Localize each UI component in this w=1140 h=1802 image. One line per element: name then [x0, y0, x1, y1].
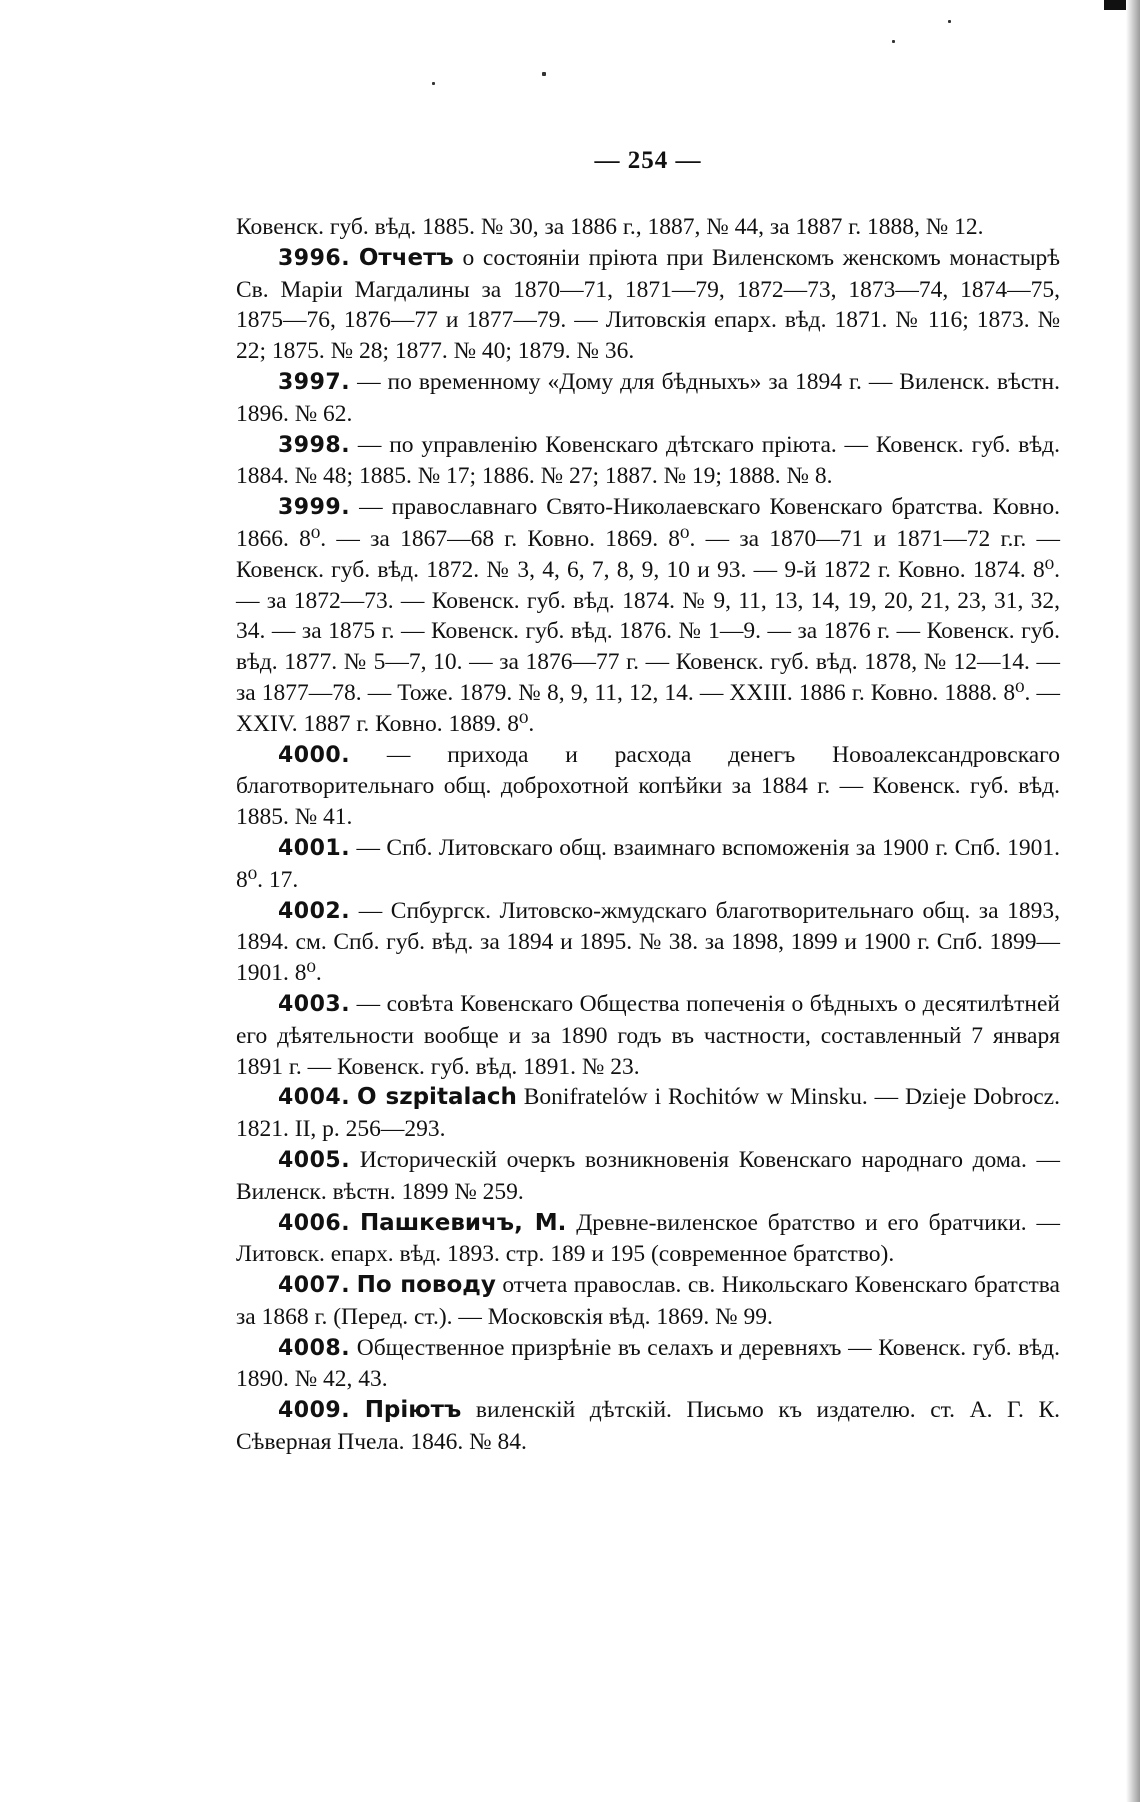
bibliography-entry-3999 [236, 492, 1060, 739]
entry-text: — Спб. Литовскаго общ. взаимнаго вспоможенія за 1900 г. Спб. 1901. 8⁰. 17. [236, 834, 1060, 893]
entry-text: — совѣта Ковенскаго Общества попеченія о бѣдныхъ о десятилѣтней его дѣятельности вообще и за 1890 годъ въ частности, составленный 7 января 1891 г. — Ковенск. губ. вѣд. 1891. № 23. [236, 990, 1060, 1080]
bibliography-entry-3998 [236, 430, 1060, 493]
entry-text: о состояніи пріюта при Виленскомъ женскомъ монастырѣ Св. Маріи Магдалины за 1870—71, 1871—79, 1872—73, 1873—74, 1874—75, 1875—76, 1876—77 и 1877—79. — Литовскія епарх. вѣд. 1871. № 116; 1873. № 22; 1875. № 28; 1877. № 40; 1879. № 36. [236, 244, 1060, 365]
entry-text: Ковенск. губ. вѣд. 1885. № 30, за 1886 г., 1887, № 44, за 1887 г. 1888, № 12. [236, 214, 984, 240]
entry-title: Отчетъ [358, 244, 454, 271]
scan-speck [432, 82, 435, 85]
bibliography-entry-4001 [236, 833, 1060, 896]
page-number: — 254 — [594, 147, 702, 174]
entry-number: 4003. [278, 991, 351, 1017]
entry-number: 3996. [278, 245, 351, 271]
entry-title: Пріютъ [364, 1397, 462, 1424]
document-page [236, 146, 1060, 1458]
bibliography-entry-4003 [236, 989, 1060, 1082]
entry-text: виленскій дѣтскій. Письмо къ издателю. ст. А. Г. К. Сѣверная Пчела. 1846. № 84. [236, 1397, 1060, 1456]
entry-title: O szpitalach [356, 1084, 517, 1111]
entry-number: 4008. [278, 1335, 351, 1361]
scan-speck [542, 72, 546, 76]
continued-entry [236, 212, 1060, 243]
bibliography-entry-4007 [236, 1270, 1060, 1333]
scan-corner-mark [1104, 0, 1126, 10]
entry-number: 4001. [278, 835, 351, 861]
bibliography-entry-4006 [236, 1208, 1060, 1271]
scan-speck [948, 20, 951, 23]
entry-title: По поводу [356, 1272, 496, 1299]
entry-number: 3999. [278, 495, 351, 521]
entry-text: — Спбургск. Литовско-жмудскаго благотворительнаго общ. за 1893, 1894. см. Спб. губ. вѣд. за 1894 и 1895. № 38. за 1898, 1899 и 1900 г. Спб. 1899—1901. 8⁰. [236, 897, 1060, 987]
entry-number: 4007. [278, 1273, 351, 1299]
entry-number: 4002. [278, 898, 351, 924]
entry-number: 3998. [278, 432, 351, 458]
entry-number: 3997. [278, 369, 351, 395]
entry-text: — по временному «Дому для бѣдныхъ» за 1894 г. — Виленск. вѣстн. 1896. № 62. [236, 368, 1060, 427]
entry-text: Bonifratelów i Rochitów w Minsku. — Dzieje Dobrocz. 1821. II, p. 256—293. [236, 1084, 1060, 1143]
page-edge-shadow [1126, 0, 1140, 1802]
bibliography-entry-3997 [236, 367, 1060, 430]
entry-text: отчета православ. св. Никольскаго Ковенскаго братства за 1868 г. (Перед. ст.). — Московскія вѣд. 1869. № 99. [236, 1272, 1060, 1330]
bibliography-entry-4004 [236, 1082, 1060, 1145]
entry-number: 4006. [278, 1210, 351, 1236]
entry-number: 4009. [278, 1398, 351, 1424]
entry-title: Пашкевичъ, М. [359, 1209, 567, 1236]
bibliography-entry-4005 [236, 1145, 1060, 1208]
entry-text: — православнаго Свято-Николаевскаго Ковенскаго братства. Ковно. 1866. 8⁰. — за 1867—68 г. Ковно. 1869. 8⁰. — за 1870—71 и 1871—72 г.г. — Ковенск. губ. вѣд. 1872. № 3, 4, 6, 7, 8, 9, 10 и 93. — 9-й 1872 г. Ковно. 1874. 8⁰. — за 1872—73. — Ковенск. губ. вѣд. 1874. № 9, 11, 13, 14, 19, 20, 21, 23, 31, 32, 34. — за 1875 г. — Ковенск. губ. вѣд. 1876. № 1—9. — за 1876 г. — Ковенск. губ. вѣд. 1877. № 5—7, 10. — за 1876—77 г. — Ковенск. губ. вѣд. 1878, № 12—14. — за 1877—78. — Тоже. 1879. № 8, 9, 11, 12, 14. — XXIII. 1886 г. Ковно. 1888. 8⁰. — XXIV. 1887 г. Ковно. 1889. 8⁰. [236, 494, 1060, 737]
entry-number: 4004. [278, 1085, 351, 1111]
entry-text: — прихода и расхода денегъ Новоалександровскаго благотворительнаго общ. доброхотной копѣйки за 1884 г. — Ковенск. губ. вѣд. 1885. № 41. [236, 741, 1060, 831]
bibliography-entry-4008 [236, 1333, 1060, 1396]
bibliography-entry-4000 [236, 740, 1060, 833]
entry-number: 4000. [278, 742, 351, 768]
bibliography-entry-4002 [236, 896, 1060, 989]
entry-text: Древне-виленское братство и его братчики. — Литовск. епарх. вѣд. 1893. стр. 189 и 195 (современное братство). [236, 1209, 1060, 1268]
entry-text: Общественное призрѣніе въ селахъ и деревняхъ — Ковенск. губ. вѣд. 1890. № 42, 43. [236, 1334, 1060, 1393]
scan-speck [892, 40, 895, 43]
entry-number: 4005. [278, 1147, 351, 1173]
bibliography-entry-3996 [236, 243, 1060, 367]
entry-text: — по управленію Ковенскаго дѣтскаго пріюта. — Ковенск. губ. вѣд. 1884. № 48; 1885. № 17; 1886. № 27; 1887. № 19; 1888. № 8. [236, 431, 1060, 490]
bibliography-entry-4009 [236, 1395, 1060, 1458]
entry-text: Историческій очеркъ возникновенія Ковенскаго народнаго дома. — Виленск. вѣстн. 1899 № 259. [236, 1146, 1060, 1205]
